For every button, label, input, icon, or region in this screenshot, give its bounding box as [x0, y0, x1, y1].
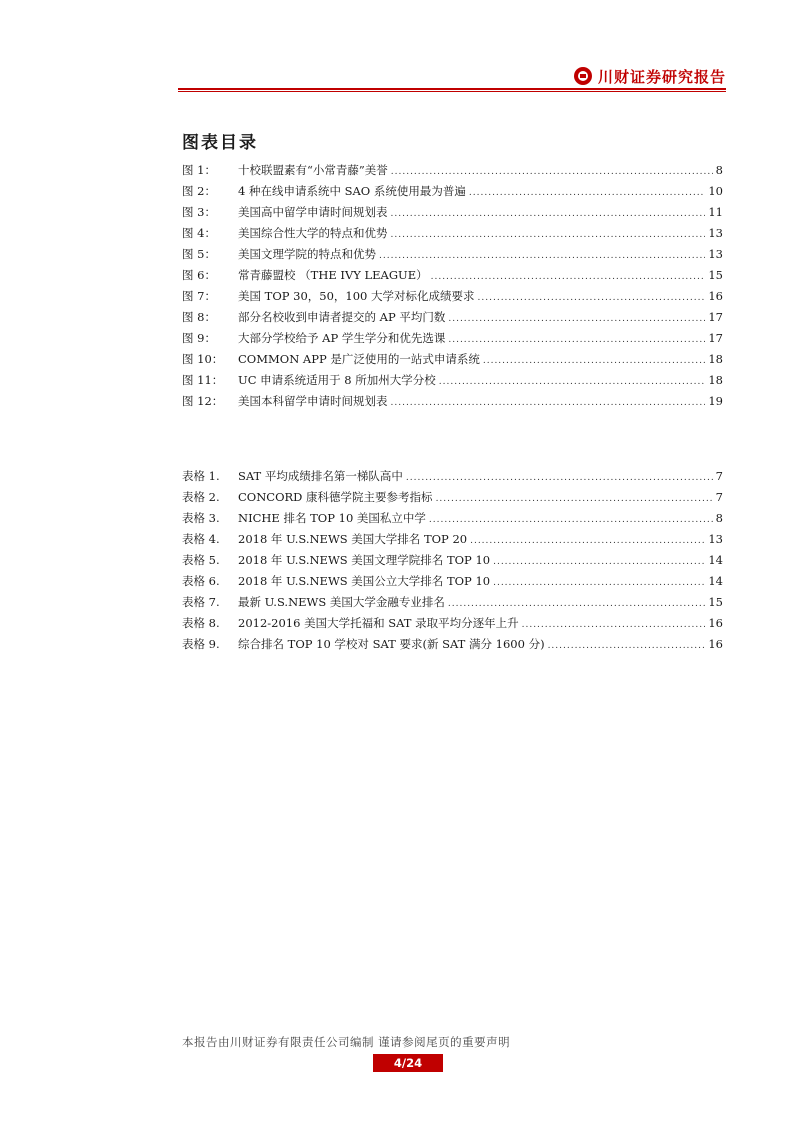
figure-entry[interactable]	[182, 265, 723, 286]
entry-text: NICHE 排名 TOP 10 美国私立中学	[238, 511, 426, 525]
dot-leader	[448, 330, 705, 351]
dot-leader	[470, 531, 705, 552]
entry-page: 8	[715, 511, 723, 525]
entry-page: 18	[708, 373, 723, 387]
entry-page: 8	[715, 163, 723, 177]
entry-label: 图 2：	[182, 184, 216, 198]
entry-label: 图 8：	[182, 310, 216, 324]
entry-label: 表格 4.	[182, 532, 220, 546]
entry-label: 图 7：	[182, 289, 216, 303]
entry-page: 16	[708, 637, 723, 651]
figure-entry[interactable]	[182, 223, 723, 244]
dot-leader	[391, 162, 713, 183]
figure-entry[interactable]	[182, 160, 723, 181]
entry-text: COMMON APP 是广泛使用的一站式申请系统	[238, 352, 480, 366]
entry-text: 2018 年 U.S.NEWS 美国大学排名 TOP 20	[238, 532, 468, 546]
page-number: 4/24	[373, 1054, 443, 1072]
header-rule-thick	[178, 88, 726, 90]
table-entry[interactable]	[182, 634, 723, 655]
entry-label: 图 3：	[182, 205, 216, 219]
entry-label: 表格 6.	[182, 574, 220, 588]
dot-leader	[478, 288, 706, 309]
entry-label: 图 12：	[182, 394, 224, 408]
entry-text: 美国综合性大学的特点和优势	[238, 226, 388, 240]
table-entry[interactable]	[182, 487, 723, 508]
figure-entry[interactable]	[182, 349, 723, 370]
brand	[574, 64, 726, 88]
table-entry[interactable]	[182, 508, 723, 529]
dot-leader	[436, 489, 713, 510]
figure-entry[interactable]	[182, 244, 723, 265]
dot-leader	[439, 372, 706, 393]
dot-leader	[493, 573, 705, 594]
dot-leader	[391, 225, 706, 246]
dot-leader	[429, 510, 713, 531]
entry-text: 美国高中留学申请时间规划表	[238, 205, 388, 219]
entry-page: 13	[708, 247, 723, 261]
entry-page: 7	[715, 490, 723, 504]
dot-leader	[391, 204, 706, 225]
entry-text: 大部分学校给予 AP 学生学分和优先选课	[238, 331, 446, 345]
entry-page: 16	[708, 289, 723, 303]
footer-disclaimer: 本报告由川财证券有限责任公司编制 谨请参阅尾页的重要声明	[182, 1035, 511, 1049]
figure-entry[interactable]	[182, 202, 723, 223]
dot-leader	[431, 267, 706, 288]
chuancai-logo-icon	[574, 67, 592, 85]
figure-entry[interactable]	[182, 181, 723, 202]
entry-text: 综合排名 TOP 10 学校对 SAT 要求(新 SAT 满分 1600 分)	[238, 637, 545, 651]
entry-page: 19	[708, 394, 723, 408]
entry-page: 17	[708, 331, 723, 345]
entry-label: 图 1：	[182, 163, 216, 177]
entry-text: 2018 年 U.S.NEWS 美国文理学院排名 TOP 10	[238, 553, 491, 567]
entry-page: 16	[708, 616, 723, 630]
dot-leader	[379, 246, 705, 267]
dot-leader	[469, 183, 705, 204]
entry-text: 2012-2016 美国大学托福和 SAT 录取平均分逐年上升	[238, 616, 519, 630]
dot-leader	[548, 636, 706, 657]
header-rule-thin	[178, 91, 726, 92]
entry-page: 13	[708, 226, 723, 240]
figure-list	[182, 160, 723, 412]
figure-entry[interactable]	[182, 307, 723, 328]
entry-text: UC 申请系统适用于 8 所加州大学分校	[238, 373, 436, 387]
entry-page: 10	[708, 184, 723, 198]
entry-label: 表格 2.	[182, 490, 220, 504]
entry-page: 17	[708, 310, 723, 324]
table-entry[interactable]	[182, 592, 723, 613]
dot-leader	[448, 309, 705, 330]
entry-page: 18	[708, 352, 723, 366]
dot-leader	[406, 468, 713, 489]
entry-page: 11	[708, 205, 723, 219]
entry-text: 常青藤盟校 （THE IVY LEAGUE）	[238, 268, 428, 282]
entry-text: 最新 U.S.NEWS 美国大学金融专业排名	[238, 595, 445, 609]
entry-label: 图 9：	[182, 331, 216, 345]
entry-page: 13	[708, 532, 723, 546]
entry-label: 表格 3.	[182, 511, 220, 525]
entry-page: 15	[708, 268, 723, 282]
entry-text: 4 种在线申请系统中 SAO 系统使用最为普遍	[238, 184, 466, 198]
entry-label: 图 6：	[182, 268, 216, 282]
entry-text: 美国 TOP 30，50，100 大学对标化成绩要求	[238, 289, 475, 303]
page-header	[178, 60, 726, 94]
entry-text: 部分名校收到申请者提交的 AP 平均门数	[238, 310, 446, 324]
entry-page: 14	[708, 553, 723, 567]
entry-label: 图 10：	[182, 352, 224, 366]
entry-text: 美国本科留学申请时间规划表	[238, 394, 388, 408]
entry-label: 表格 1.	[182, 469, 220, 483]
dot-leader	[391, 393, 706, 414]
figure-entry[interactable]	[182, 328, 723, 349]
entry-label: 图 11：	[182, 373, 224, 387]
toc-title: 图表目录	[182, 133, 258, 153]
entry-page: 7	[715, 469, 723, 483]
entry-label: 表格 5.	[182, 553, 220, 567]
entry-label: 表格 8.	[182, 616, 220, 630]
entry-label: 图 4：	[182, 226, 216, 240]
table-entry[interactable]	[182, 529, 723, 550]
brand-name: 川财证券研究报告	[597, 67, 726, 86]
table-entry[interactable]	[182, 571, 723, 592]
entry-text: 美国文理学院的特点和优势	[238, 247, 376, 261]
table-entry[interactable]	[182, 550, 723, 571]
table-entry[interactable]	[182, 613, 723, 634]
entry-label: 表格 9.	[182, 637, 220, 651]
figure-entry[interactable]	[182, 286, 723, 307]
dot-leader	[448, 594, 705, 615]
entry-label: 表格 7.	[182, 595, 220, 609]
entry-page: 15	[708, 595, 723, 609]
entry-text: 十校联盟素有“小常青藤”美誉	[238, 163, 388, 177]
table-list	[182, 466, 723, 655]
entry-text: CONCORD 康科德学院主要参考指标	[238, 490, 433, 504]
figure-entry[interactable]	[182, 391, 723, 412]
dot-leader	[483, 351, 706, 372]
entry-label: 图 5：	[182, 247, 216, 261]
entry-page: 14	[708, 574, 723, 588]
entry-text: SAT 平均成绩排名第一梯队高中	[238, 469, 403, 483]
table-entry[interactable]	[182, 466, 723, 487]
entry-text: 2018 年 U.S.NEWS 美国公立大学排名 TOP 10	[238, 574, 491, 588]
dot-leader	[493, 552, 705, 573]
dot-leader	[522, 615, 706, 636]
figure-entry[interactable]	[182, 370, 723, 391]
